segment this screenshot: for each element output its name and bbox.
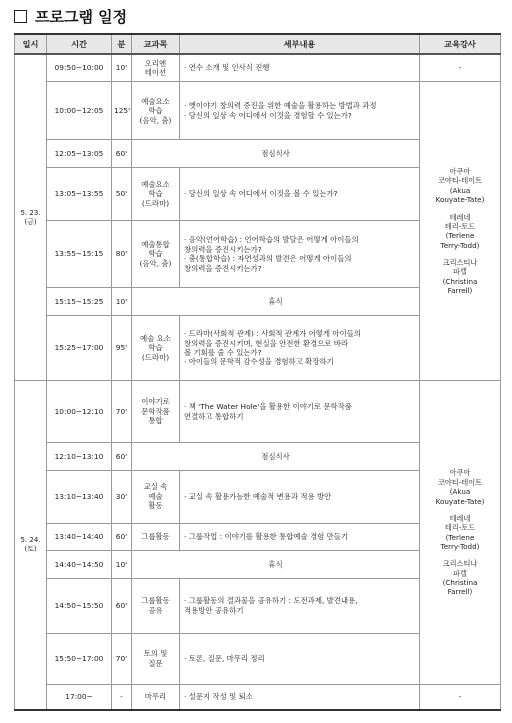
instructor-cell xyxy=(420,82,501,381)
subject-cell xyxy=(132,578,180,633)
details-line: · 춤(통합학습) : 자연성과의 발견은 어떻게 아이들의 xyxy=(184,254,352,264)
subject-cell xyxy=(132,684,180,710)
break-cell: 점심식사 xyxy=(132,442,420,470)
details-line: · 음악(언어학습) : 언어학습의 발달은 어떻게 아이들의 xyxy=(184,235,359,245)
subject-line: (음악, 춤) xyxy=(139,258,172,268)
header-minutes: 분 xyxy=(112,34,132,54)
header-details: 세부내용 xyxy=(180,34,420,54)
time-cell: 13:05~13:55 xyxy=(47,168,112,221)
minutes-cell: - xyxy=(112,684,132,710)
subject-line: 예술통합 xyxy=(141,239,170,249)
break-cell: 휴식 xyxy=(132,551,420,579)
subject-line: 그룹활동 xyxy=(141,532,170,542)
instructor-cell: - xyxy=(420,684,501,710)
minutes-cell: 80' xyxy=(112,221,132,288)
time-cell: 13:55~15:15 xyxy=(47,221,112,288)
header-instructor: 교육강사 xyxy=(420,34,501,54)
instructor-name: 테레네 xyxy=(449,212,471,222)
details-cell xyxy=(180,54,420,82)
instructor-cell: - xyxy=(420,54,501,82)
subject-line: 오리엔 xyxy=(144,58,167,68)
details-line: · 책 'The Water Hole'을 활용한 이야기로 문학작품 xyxy=(184,402,352,412)
details-cell xyxy=(180,221,420,288)
time-cell: 13:40~14:40 xyxy=(47,523,112,551)
time-cell: 13:10~13:40 xyxy=(47,470,112,523)
instructor-name: 테리-토드 xyxy=(444,523,476,533)
instructor-name: 테리-토드 xyxy=(444,221,476,231)
subject-line: (드라마) xyxy=(141,352,170,362)
date-text: 5. 23. xyxy=(20,208,41,217)
instructor-gap xyxy=(422,205,498,213)
table-row xyxy=(15,82,501,140)
subject-cell xyxy=(132,82,180,140)
time-cell: 14:40~14:50 xyxy=(47,551,112,579)
instructor-name: 테레네 xyxy=(449,513,471,523)
instructor-name-en: Kouyate-Tate) xyxy=(435,496,485,506)
page-title-text: 프로그램 일정 xyxy=(35,7,128,26)
minutes-cell: 50' xyxy=(112,168,132,221)
header-row xyxy=(15,34,501,54)
details-cell xyxy=(180,523,420,551)
time-cell: 15:15~15:25 xyxy=(47,287,112,315)
instructor-gap xyxy=(422,506,498,514)
instructor-gap xyxy=(422,551,498,559)
subject-line: 활동 xyxy=(148,501,163,511)
page-title xyxy=(14,6,127,26)
minutes-cell: 70' xyxy=(112,633,132,684)
subject-line: 학습 xyxy=(148,249,163,259)
subject-cell xyxy=(132,381,180,443)
date-text: 5. 24. xyxy=(20,536,41,545)
time-cell: 17:00~ xyxy=(47,684,112,710)
subject-line: 테이션 xyxy=(144,68,167,78)
details-line: · 그룹작업 : 이야기를 활용한 통합예술 경험 만들기 xyxy=(184,532,349,542)
details-line: · 아이들의 문학적 감수성을 경험하고 확장하기 xyxy=(184,357,334,367)
time-cell: 15:50~17:00 xyxy=(47,633,112,684)
instructor-name-en: Farrell) xyxy=(447,587,473,597)
instructor-name: 파렐 xyxy=(453,267,467,277)
details-cell xyxy=(180,82,420,140)
minutes-cell: 60' xyxy=(112,442,132,470)
time-cell: 10:00~12:05 xyxy=(47,82,112,140)
subject-line: 마무리 xyxy=(144,692,167,702)
minutes-cell: 10' xyxy=(112,551,132,579)
details-line: · 그룹활동의 결과물을 공유하기 : 도전과제, 발견내용, xyxy=(184,596,358,606)
details-line: 적용방안 공유하기 xyxy=(184,605,244,615)
time-cell: 09:50~10:00 xyxy=(47,54,112,82)
instructor-name-en: (Christina xyxy=(442,578,478,588)
subject-line: 예술요소 xyxy=(141,179,170,189)
instructor-cell xyxy=(420,381,501,685)
details-line: · 설문지 작성 및 퇴소 xyxy=(184,692,253,702)
instructor-name: 아쿠아 xyxy=(449,468,471,478)
minutes-cell: 30' xyxy=(112,470,132,523)
minutes-cell: 60' xyxy=(112,140,132,168)
details-line: 창의력을 증진시키는가? xyxy=(184,263,262,273)
subject-cell xyxy=(132,168,180,221)
subject-line: (드라마) xyxy=(141,198,170,208)
checkbox-square-icon xyxy=(14,10,27,23)
subject-cell xyxy=(132,315,180,381)
subject-line: 학습 xyxy=(148,343,163,353)
instructor-name: 코야티-테이트 xyxy=(437,176,483,186)
weekday-text: (금) xyxy=(24,217,37,226)
date-cell xyxy=(15,54,47,381)
details-line: · 드라마(사회적 관계) : 사회적 관계가 어떻게 아이들의 xyxy=(184,329,361,339)
minutes-cell: 10' xyxy=(112,287,132,315)
time-cell: 14:50~15:50 xyxy=(47,578,112,633)
instructor-name-en: Farrell) xyxy=(447,286,473,296)
table-row xyxy=(15,684,501,710)
instructor-name-en: Kouyate-Tate) xyxy=(435,195,485,205)
subject-line: 학습 xyxy=(148,189,163,199)
subject-line: 이야기로 xyxy=(141,397,170,407)
instructor-name-en: (Akua xyxy=(449,185,471,195)
subject-line: 예술요소 xyxy=(141,96,170,106)
subject-line: 통합 xyxy=(148,416,163,426)
instructor-gap xyxy=(422,250,498,258)
details-line: 볼 기회를 줄 수 있는가? xyxy=(184,347,262,357)
instructor-name: 아쿠아 xyxy=(449,167,471,177)
details-cell xyxy=(180,684,420,710)
header-time: 시간 xyxy=(47,34,112,54)
details-cell xyxy=(180,315,420,381)
subject-cell xyxy=(132,470,180,523)
subject-line: 그룹활동 xyxy=(141,596,170,606)
schedule-table xyxy=(14,33,501,711)
minutes-cell: 10' xyxy=(112,54,132,82)
time-cell: 15:25~17:00 xyxy=(47,315,112,381)
subject-cell xyxy=(132,633,180,684)
details-line: 창의력을 증진시키며, 현실을 안전한 환경으로 바라 xyxy=(184,338,349,348)
details-line: · 토론, 질문, 마무리 정리 xyxy=(184,654,265,664)
table-row xyxy=(15,54,501,82)
minutes-cell: 70' xyxy=(112,381,132,443)
instructor-name-en: (Terlene xyxy=(445,231,475,241)
time-cell: 10:00~12:10 xyxy=(47,381,112,443)
break-cell: 점심식사 xyxy=(132,140,420,168)
header-subject: 교과목 xyxy=(132,34,180,54)
subject-line: 예술 요소 xyxy=(140,333,171,343)
instructor-name: 크리스티나 xyxy=(442,257,478,267)
minutes-cell: 60' xyxy=(112,523,132,551)
instructor-name-en: (Christina xyxy=(442,276,478,286)
subject-cell xyxy=(132,54,180,82)
details-line: · 당신의 일상 속 어디에서 이것을 경험할 수 있는가? xyxy=(184,110,352,120)
minutes-cell: 60' xyxy=(112,578,132,633)
subject-line: 질문 xyxy=(148,658,163,668)
details-line: 창의력을 증진시키는가? xyxy=(184,244,262,254)
minutes-cell: 125' xyxy=(112,82,132,140)
subject-line: 예술 xyxy=(148,491,163,501)
subject-line: (음악, 춤) xyxy=(139,115,172,125)
details-line: · 교실 속 활용가능한 예술적 변용과 적용 방안 xyxy=(184,491,332,501)
details-cell xyxy=(180,633,420,684)
instructor-name-en: (Akua xyxy=(449,487,471,497)
instructor-name-en: Terry-Todd) xyxy=(440,240,480,250)
time-cell: 12:10~13:10 xyxy=(47,442,112,470)
table-row xyxy=(15,381,501,443)
minutes-cell: 95' xyxy=(112,315,132,381)
date-cell xyxy=(15,381,47,710)
weekday-text: (토) xyxy=(24,545,37,554)
instructor-name: 크리스티나 xyxy=(442,559,478,569)
instructor-name-en: (Terlene xyxy=(445,532,475,542)
subject-line: 토의 및 xyxy=(143,649,168,659)
subject-cell xyxy=(132,523,180,551)
details-cell xyxy=(180,578,420,633)
details-cell xyxy=(180,470,420,523)
subject-line: 공유 xyxy=(148,605,163,615)
details-cell xyxy=(180,168,420,221)
header-date: 일시 xyxy=(15,34,47,54)
instructor-name: 파렐 xyxy=(453,568,467,578)
details-line: · 당신의 일상 속 어디에서 이것을 볼 수 있는가? xyxy=(184,189,338,199)
details-line: 연결하고 통합하기 xyxy=(184,411,244,421)
details-line: · 옛이야기 창의력 증진을 위한 예술을 활용하는 방법과 과정 xyxy=(184,101,377,111)
instructor-name: 코야티-테이트 xyxy=(437,477,483,487)
subject-line: 학습 xyxy=(148,106,163,116)
instructor-name-en: Terry-Todd) xyxy=(440,542,480,551)
time-cell: 12:05~13:05 xyxy=(47,140,112,168)
subject-line: 문학작품 xyxy=(141,406,170,416)
break-cell: 휴식 xyxy=(132,287,420,315)
details-line: · 연수 소개 및 인사식 진행 xyxy=(184,63,270,73)
details-cell xyxy=(180,381,420,443)
subject-line: 교실 속 xyxy=(143,482,168,492)
subject-cell xyxy=(132,221,180,288)
